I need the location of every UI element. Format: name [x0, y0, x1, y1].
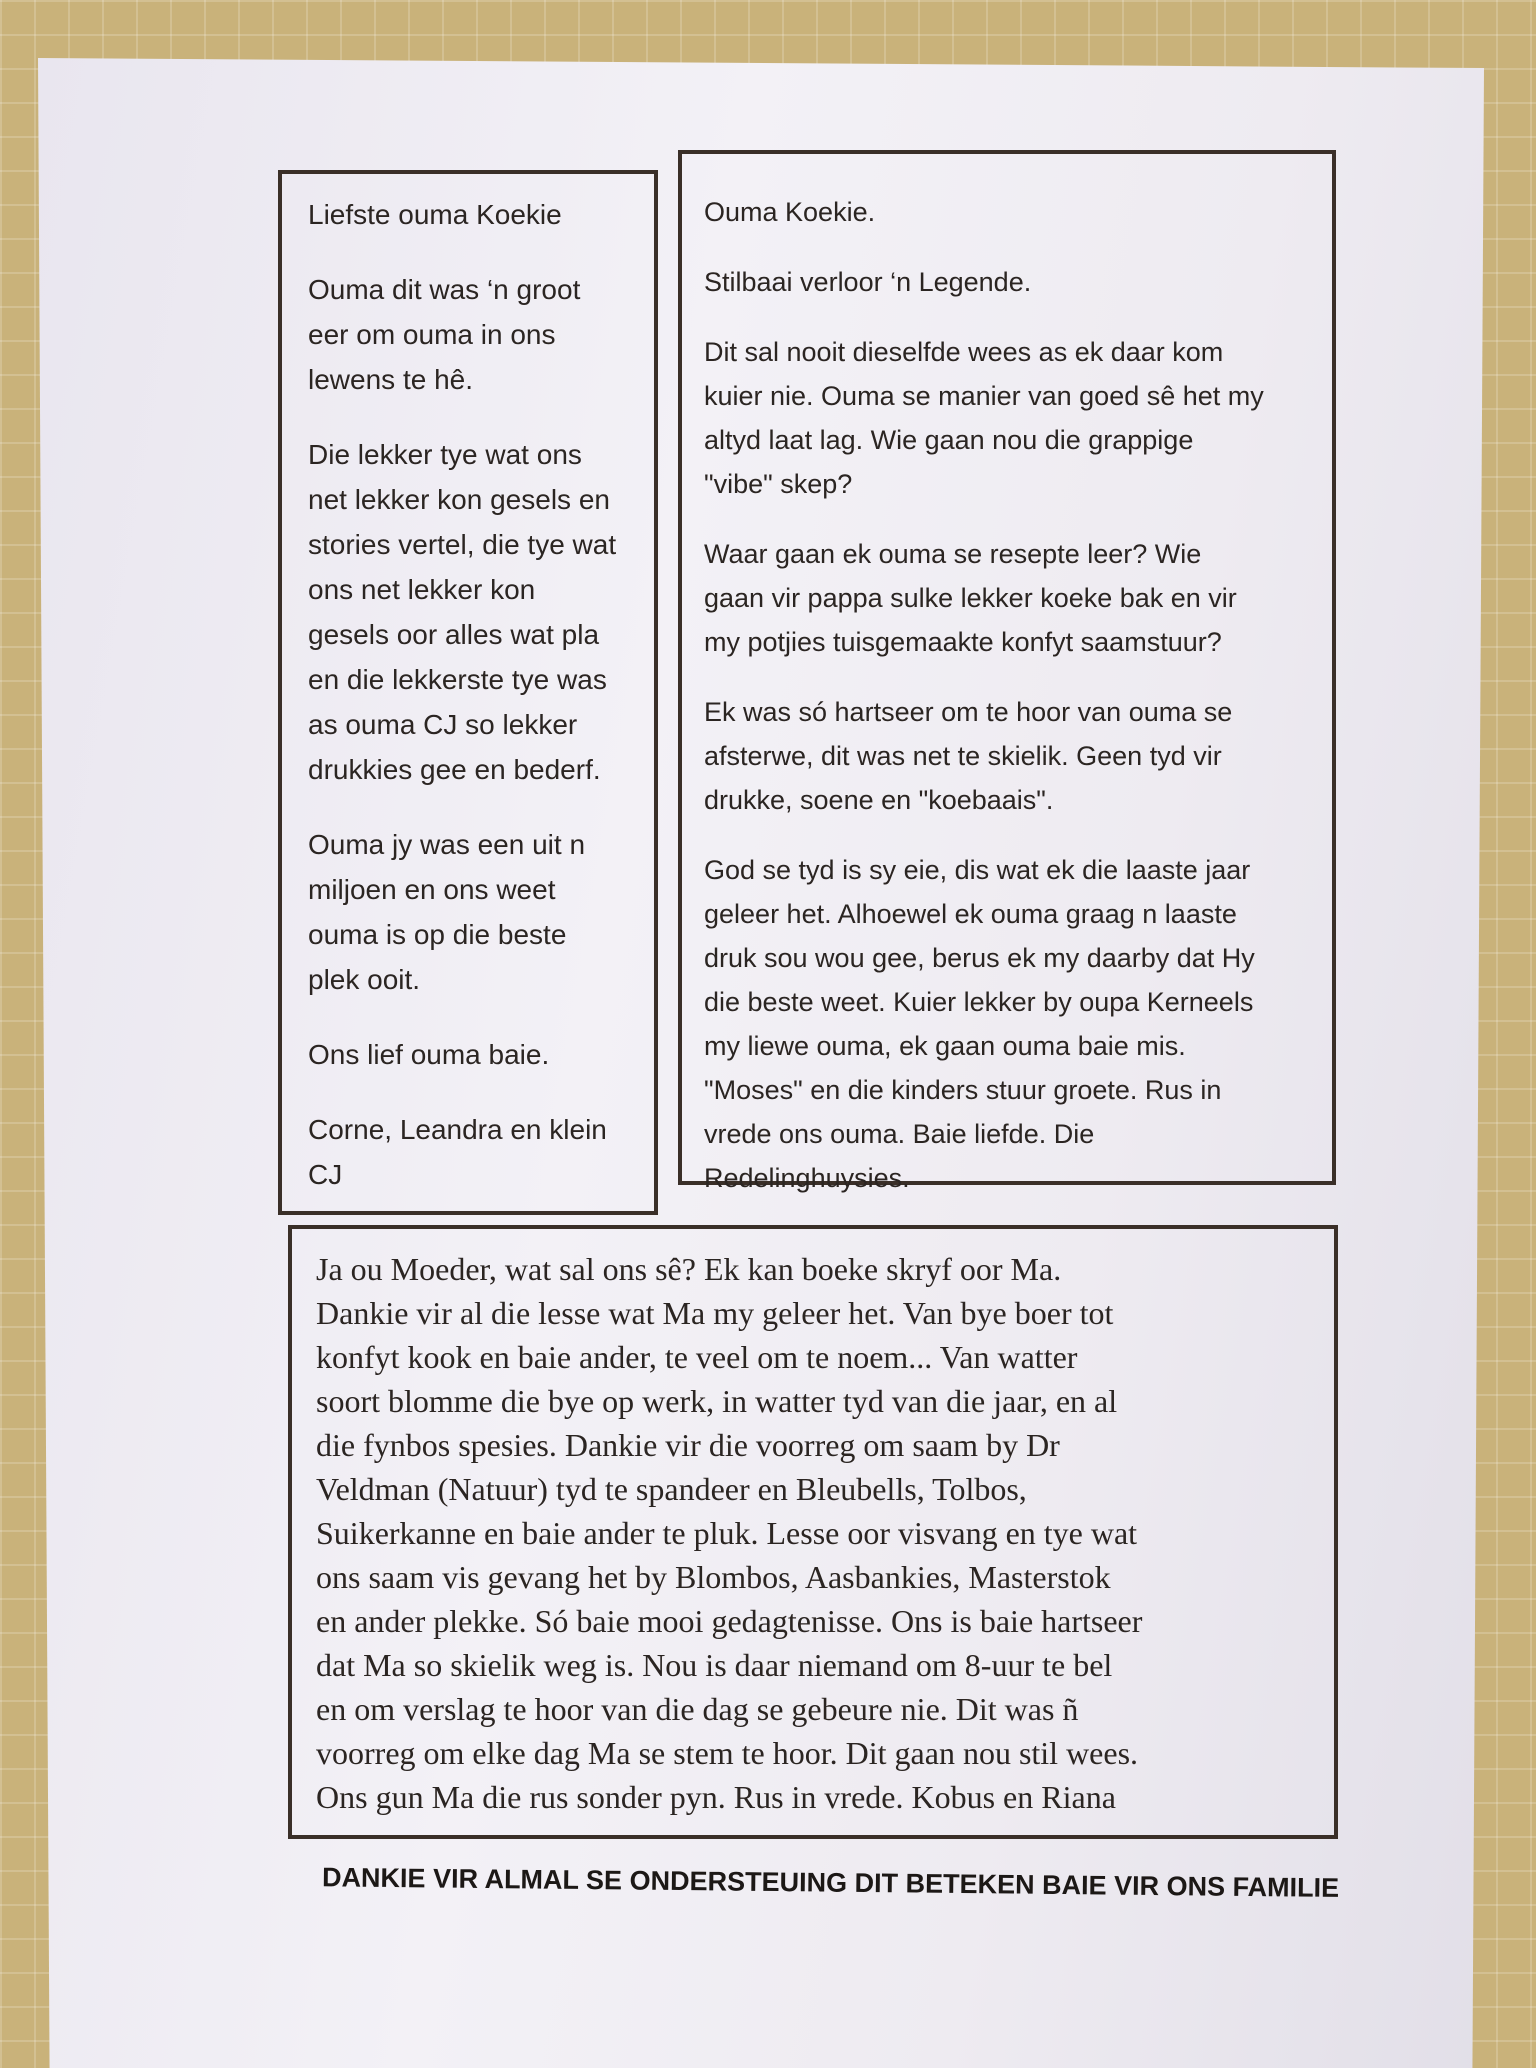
paragraph: Ouma jy was een uit n miljoen en ons weet ouma is op die beste plek ooit.	[308, 829, 586, 995]
paragraph: Ouma dit was ‘n groot eer om ouma in ons lewens te hê.	[308, 274, 581, 395]
paragraph: Die lekker tye wat ons net lekker kon gesels en stories vertel, die tye wat ons net lekker kon gesels oor alles wat pla en die lekkerste tye was as ouma CJ so lekker drukkies gee en bederf.	[308, 439, 617, 785]
signature: Corne, Leandra en klein CJ	[308, 1114, 607, 1190]
paragraph: Waar gaan ek ouma se resepte leer? Wie gaan vir pappa sulke lekker koeke bak en vir my potjies tuisgemaakte konfyt saamstuur?	[704, 539, 1237, 657]
tribute-box-left	[278, 170, 658, 1215]
tribute-box-bottom	[288, 1225, 1338, 1839]
paragraph: Ek was só hartseer om te hoor van ouma se afsterwe, dit was net te skielik. Geen tyd vir drukke, soene en "koebaais".	[704, 697, 1233, 815]
paragraph: Stilbaai verloor ‘n Legende.	[704, 267, 1032, 297]
greeting: Liefste ouma Koekie	[308, 199, 562, 230]
paragraph: Dit sal nooit dieselfde wees as ek daar kom kuier nie. Ouma se manier van goed sê het my altyd laat lag. Wie gaan nou die grappige "vibe" skep?	[704, 337, 1264, 499]
footer-thanks: DANKIE VIR ALMAL SE ONDERSTEUING DIT BETEKEN BAIE VIR ONS FAMILIE	[321, 1862, 1340, 1903]
paragraph: Ja ou Moeder, wat sal ons sê? Ek kan boeke skryf oor Ma. Dankie vir al die lesse wat Ma my geleer het. Van bye boer tot konfyt kook en baie ander, te veel om te noem... Van watter soort blomme die bye op werk, in watter tyd van die jaar, en al die fynbos spesies. Dankie vir die voorreg om saam by Dr Veldman (Natuur) tyd te spandeer en Bleubells, Tolbos, Suikerkanne en baie ander te pluk. Lesse oor visvang en tye wat ons saam vis gevang het by Blombos, Aasbankies, Masterstok en ander plekke. Só baie mooi gedagtenisse. Ons is baie hartseer dat Ma so skielik weg is. Nou is daar niemand om 8-uur te bel en om verslag te hoor van die dag se gebeure nie. Dit was ñ voorreg om elke dag Ma se stem te hoor. Dit gaan nou stil wees. Ons gun Ma die rus sonder pyn. Rus in vrede. Kobus en Riana	[316, 1251, 1143, 1815]
greeting: Ouma Koekie.	[704, 197, 876, 227]
paragraph: God se tyd is sy eie, dis wat ek die laaste jaar geleer het. Alhoewel ek ouma graag n laaste druk sou wou gee, berus ek my daarby dat Hy die beste weet. Kuier lekker by oupa Kerneels my liewe ouma, ek gaan ouma baie mis. "Moses" en die kinders stuur groete. Rus in vrede ons ouma. Baie liefde. Die Redelinghuysies.	[704, 855, 1255, 1193]
paragraph: Ons lief ouma baie.	[308, 1039, 550, 1070]
tribute-box-right	[678, 150, 1336, 1193]
